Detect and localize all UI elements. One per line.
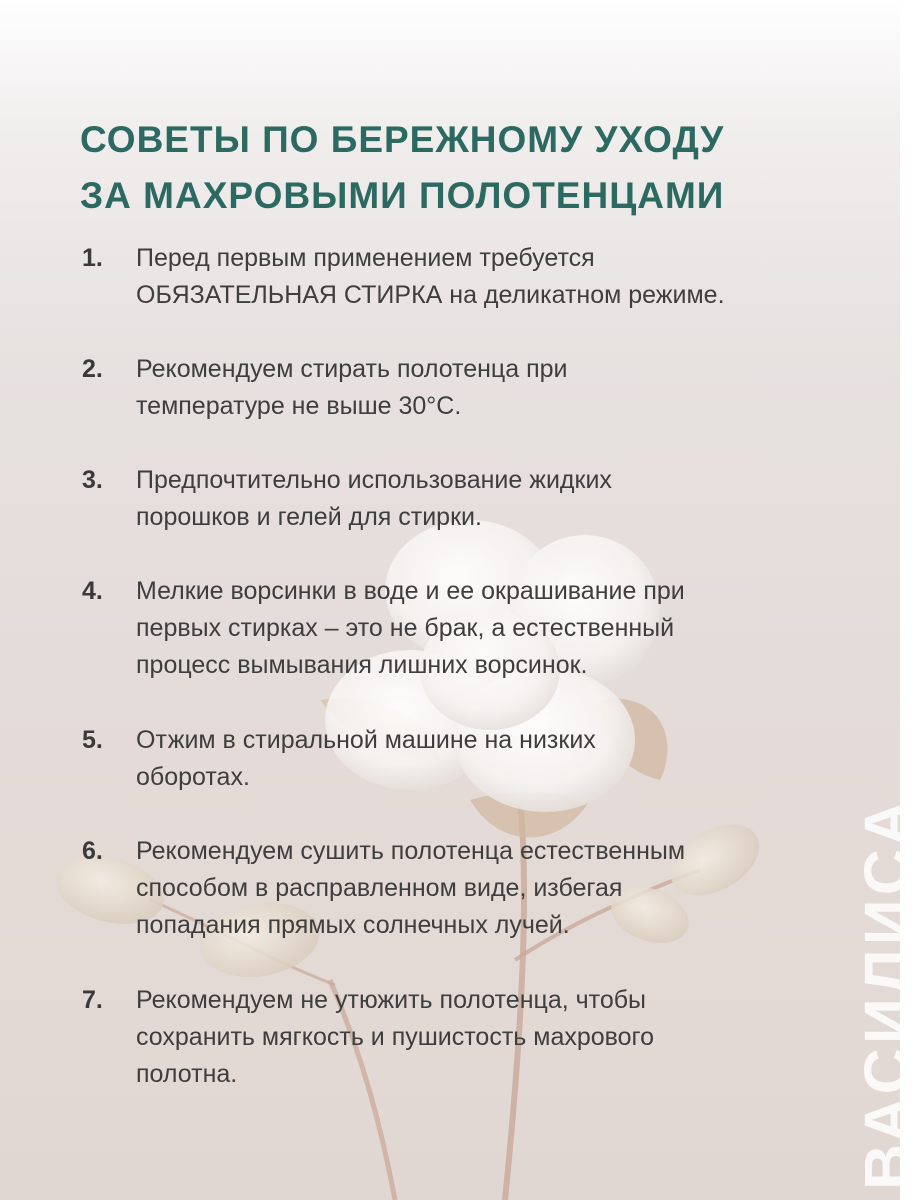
tip-number: 4.: [82, 577, 103, 605]
tip-text-line: Перед первым применением требуется: [136, 244, 595, 272]
tip-text: [136, 351, 826, 425]
tip-text: [136, 982, 826, 1093]
tip-number: 3.: [82, 466, 103, 494]
tip-text-line: способом в расправленном виде, избегая: [136, 874, 623, 902]
tip-number: 7.: [82, 986, 103, 1014]
tip-number: 6.: [82, 837, 103, 865]
tip-text: [136, 573, 826, 684]
title-line-1: СОВЕТЫ ПО БЕРЕЖНОМУ УХОДУ: [80, 119, 725, 160]
tip-text-line: полотна.: [136, 1060, 238, 1088]
tip-text-line: температуре не выше 30°C.: [136, 392, 462, 420]
tip-text-line: Мелкие ворсинки в воде и ее окрашивание при: [136, 577, 685, 605]
tip-text-line: попадания прямых солнечных лучей.: [136, 911, 570, 939]
tip-text-line: оборотах.: [136, 763, 250, 791]
tip-text-line: Рекомендуем не утюжить полотенца, чтобы: [136, 986, 647, 1014]
page-title: [80, 112, 840, 224]
tip-text: [136, 833, 826, 944]
tip-text-line: процесс вымывания лишних ворсинок.: [136, 651, 588, 679]
tip-text-line: Предпочтительно использование жидких: [136, 466, 612, 494]
tip-text-line: Рекомендуем стирать полотенца при: [136, 355, 568, 383]
title-line-2: ЗА МАХРОВЫМИ ПОЛОТЕНЦАМИ: [80, 175, 725, 216]
tip-text-line: сохранить мягкость и пушистость махрового: [136, 1023, 655, 1051]
tip-text-line: ОБЯЗАТЕЛЬНАЯ СТИРКА на деликатном режиме.: [136, 281, 725, 309]
tip-text: [136, 240, 826, 314]
brand-watermark: ВАСИЛИСА: [851, 796, 923, 1190]
tip-number: 2.: [82, 355, 103, 383]
tip-number: 1.: [82, 244, 103, 272]
tip-text-line: Рекомендуем сушить полотенца естественным: [136, 837, 686, 865]
tip-text-line: первых стирках – это не брак, а естественный: [136, 614, 675, 642]
tip-number: 5.: [82, 726, 103, 754]
tip-text-line: порошков и гелей для стирки.: [136, 503, 482, 531]
tip-text-line: Отжим в стиральной машине на низких: [136, 726, 596, 754]
tip-text: [136, 722, 826, 796]
tip-text: [136, 462, 826, 536]
